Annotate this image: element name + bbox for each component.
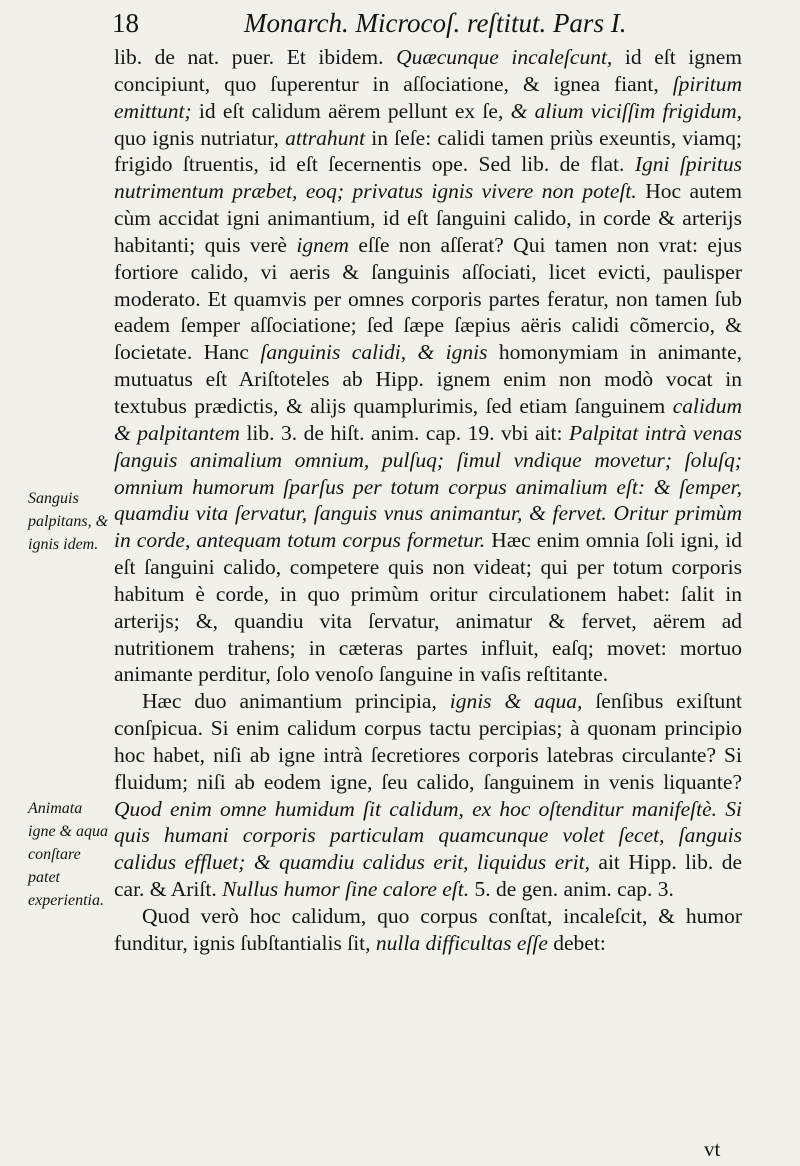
italic-run: & alium viciſſim frigidum, — [510, 98, 742, 123]
paragraph — [114, 903, 742, 957]
italic-run: nulla difficultas eſſe — [375, 930, 548, 955]
text-run: 5. de gen. anim. cap. 3. — [469, 877, 674, 902]
italic-run: ignis & aqua, — [449, 689, 583, 714]
margin-note-animata: Animata igne & aqua conſtare patet experientia. — [28, 800, 108, 909]
margin-note-sanguis: Sanguis palpitans, & ignis idem. — [28, 490, 109, 553]
italic-run: Quæcunque incaleſcunt, — [396, 45, 613, 69]
italic-run: Igni ſpiritus nutrimentum præbet, eoq; privatus ignis vivere non poteſt. — [114, 152, 742, 204]
text-run: eſſe non aſſerat? Qui tamen non vrat: ejus fortiore calido, vi aeris & ſanguinis aſſociati, licet evicti, paulisper moderato. Et quamvis per omnes corporis partes feratur, non tamen ſub eadem ſemper aſſociatione; ſed ſæpe ſæpius aëris calidi cõmercio, & ſocietate. Hanc — [114, 232, 742, 365]
italic-run: calidum & palpitantem — [114, 393, 742, 445]
italic-run: ſanguinis calidi, & ignis — [260, 340, 488, 365]
italic-run: ſpiritum emittunt; — [114, 71, 742, 123]
catchword: vt — [704, 1137, 721, 1161]
paragraph — [114, 44, 742, 688]
main-text — [114, 44, 742, 957]
text-run: Hoc autem cùm accidat igni animantium, id eſt ſanguini calido, in corde & arterijs habitanti; quis verè — [114, 179, 742, 257]
text-run: lib. 3. de hiſt. anim. cap. 19. vbi ait: — [239, 420, 569, 445]
running-title: Monarch. Microcoſ. reſtitut. Pars I. — [244, 8, 627, 38]
italic-run: Quod enim omne humidum ſit calidum, ex hoc oſtenditur manifeſtè. Si quis humani corporis particulam quamcunque volet ſecet, ſanguis calidus effluet; & quamdiu calidus erit, liquidus erit, — [114, 796, 742, 875]
text-run: debet: — [547, 930, 606, 955]
text-run: Hæc enim omnia ſoli igni, id eſt ſanguini calido, competere quis non videat; qui per totum corporis habitum è corde, in quo primùm oritur circulationem habet: ſalit in arterijs; &, quandiu vita ſervatur, animatur & fervet, aërem ad nutritionem trahens; in cæteras partes influit, eaſq; movet: mortuo animante perditur, ſolo venoſo ſanguine in vaſis reſtitante. — [114, 528, 742, 687]
text-run: lib. de nat. puer. Et ibidem. — [114, 45, 397, 69]
text-run: homonymiam in animante, mutuatus eſt Ariſtoteles ab Hipp. ignem enim non modò vocat in textubus prædictis, & alijs quamplurimis, ſed etiam ſanguinem — [114, 340, 742, 418]
italic-run: Palpitat intrà venas ſanguis animalium omnium, pulſuq; ſimul vndique movetur; ſoluſq; omnium humorum ſparſus per totum corpus animalium eſt: & ſemper, quamdiu vita ſervatur, ſanguis vnus animantur, & fervet. Oritur primùm in corde, antequam totum corpus formetur. — [114, 420, 743, 553]
text-run: id eſt calidum aërem pellunt ex ſe, — [191, 98, 511, 123]
text-run: Hæc duo animantium principia, — [142, 689, 450, 714]
italic-run: attrahunt — [285, 125, 366, 150]
paragraph — [114, 688, 742, 903]
text-run: quo ignis nutriatur, — [114, 125, 286, 150]
text-run: Quod verò hoc calidum, quo corpus conſtat, incaleſcit, & humor funditur, ignis ſubſtantialis ſit, — [114, 904, 742, 955]
text-run: in ſeſe: calidi tamen priùs exeuntis, viamq; frigido ſtruentis, id eſt ſecernentis ope. Sed lib. de flat. — [114, 125, 742, 177]
text-run: ſenſibus exiſtunt conſpicua. Si enim calidum corpus tactu percipias; à quonam principio hoc habet, niſi ab igne intrà ſecretiores corporis latebras circulante? Si fluidum; niſi ab eodem igne, ſeu calido, ſanguinem in venis liquante? — [114, 689, 742, 794]
text-run: ait Hipp. lib. de car. & Ariſt. — [114, 850, 742, 902]
italic-run: Nullus humor ſine calore eſt. — [222, 877, 470, 902]
italic-run: ignem — [296, 232, 349, 257]
page-number: 18 — [112, 8, 139, 38]
text-run: id eſt ignem concipiunt, quo ſuperentur in aſſociatione, & ignea fiant, — [114, 45, 743, 96]
page-header — [112, 6, 752, 40]
